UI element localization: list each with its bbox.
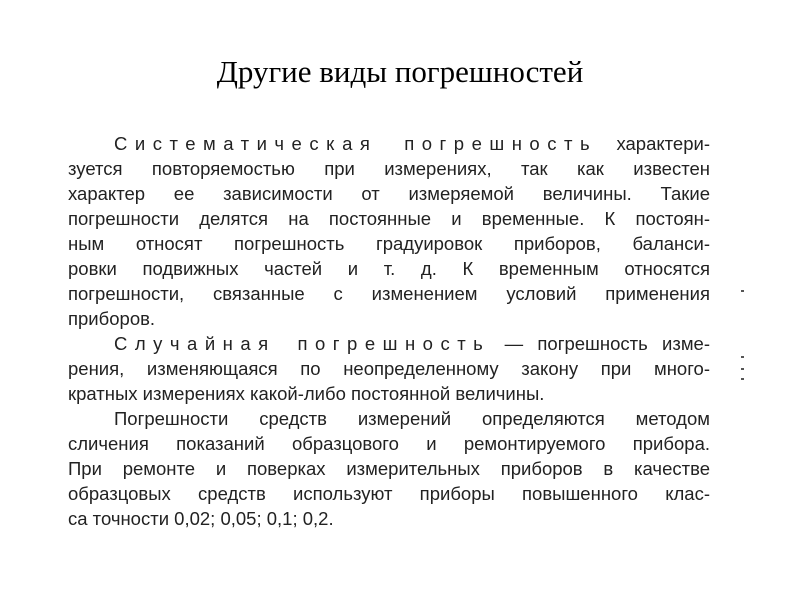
paragraph-instrument-errors	[68, 406, 710, 531]
text-line	[68, 131, 710, 156]
term-random-error: Случайная погрешность	[114, 333, 491, 354]
scan-speck	[741, 290, 744, 292]
text-line: погрешности делятся на постоянные и временные. К постоян-	[68, 208, 710, 229]
text-line: Погрешности средств измерений определяются методом	[114, 408, 710, 429]
body-text	[68, 131, 710, 531]
text-line: ным относят погрешность градуировок приборов, баланси-	[68, 233, 710, 254]
paragraph-random-error	[68, 331, 710, 406]
slide-title: Другие виды погрешностей	[216, 54, 584, 89]
paragraph-systematic-error	[68, 131, 710, 331]
text-fragment: — погрешность изме-	[490, 333, 710, 354]
text-line: зуется повторяемостью при измерениях, так как известен	[68, 158, 710, 179]
scan-artifacts	[741, 290, 747, 390]
text-line: са точности 0,02; 0,05; 0,1; 0,2.	[68, 508, 334, 529]
text-line: погрешности, связанные с изменением условий применения	[68, 283, 710, 304]
text-fragment: характери-	[597, 133, 710, 154]
scan-speck	[741, 356, 744, 358]
text-line: характер ее зависимости от измеряемой величины. Такие	[68, 183, 710, 204]
scan-speck	[741, 368, 744, 370]
text-line: рения, изменяющаяся по неопределенному закону при много-	[68, 358, 710, 379]
text-line	[68, 331, 710, 356]
term-systematic-error: Систематическая погрешность	[114, 133, 598, 154]
text-line: сличения показаний образцового и ремонтируемого прибора.	[68, 433, 710, 454]
text-line: образцовых средств используют приборы повышенного клас-	[68, 483, 710, 504]
text-line: кратных измерениях какой-либо постоянной величины.	[68, 383, 545, 404]
scan-speck	[741, 378, 744, 380]
text-line: приборов.	[68, 308, 156, 329]
text-line: ровки подвижных частей и т. д. К временным относятся	[68, 258, 710, 279]
text-line: При ремонте и поверках измерительных приборов в качестве	[68, 458, 710, 479]
